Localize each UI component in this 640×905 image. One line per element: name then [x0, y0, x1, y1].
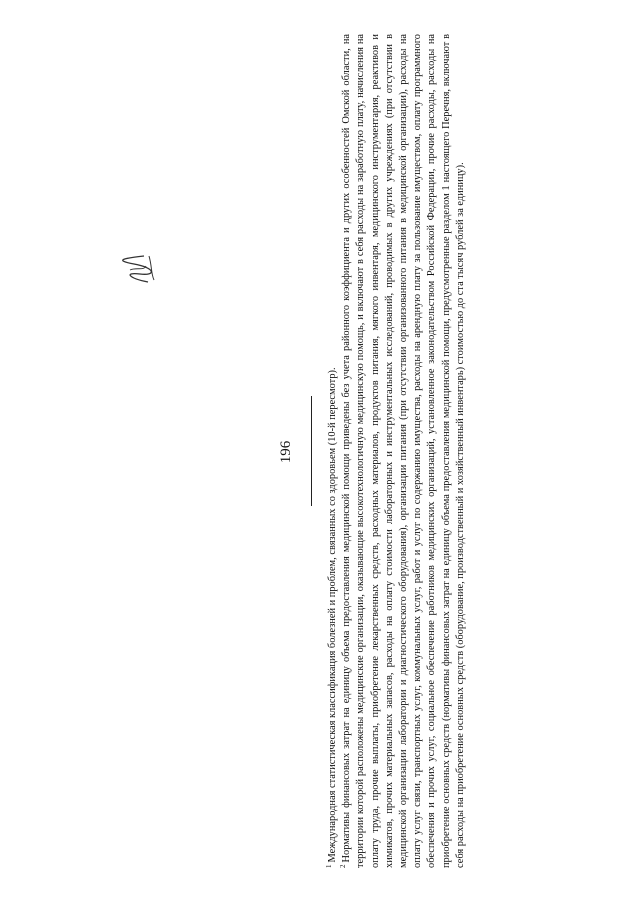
- footnote-1-text: Международная статистическая классификация болезней и проблем, связанных со здоровьем (10-й пересмотр).: [327, 367, 338, 863]
- footnote-1-mark: 1: [324, 864, 333, 868]
- footnote-2: [340, 34, 468, 868]
- handwritten-signature-icon: [118, 252, 162, 286]
- rotated-document-page: [100, 22, 540, 882]
- page-number: 196: [278, 440, 294, 464]
- footnotes-block: [326, 34, 468, 868]
- footnote-divider: [311, 396, 312, 506]
- footnote-2-mark: 2: [338, 864, 347, 868]
- footnote-2-text: Нормативы финансовых затрат на единицу объема предоставления медицинской помощи приведены без учета районного коэффициента и других особенностей Омской области, на территории которой расположены медицинские организации, оказывающие высокотехнологичную медицинскую помощь, и включают в себя расходы на заработную плату, начисления на оплату труда, прочие выплаты, приобретение лекарственных средств, расходных материалов, продуктов питания, мягкого инвентаря, медицинского инструментария, реактивов и химикатов, прочих материальных запасов, расходы на оплату стоимости лабораторных и инструментальных исследований, проводимых в других учреждениях (при отсутствии в медицинской организации лаборатории и диагностического оборудования), организации питания (при отсутствии организованного питания в медицинской организации), расходы на оплату услуг связи, транспортных услуг, коммунальных услуг, работ и услуг по содержанию имущества, расходы на арендную плату за пользование имуществом, оплату программного обеспечения и прочих услуг, социальное обеспечение работников медицинских организаций, установленное законодательством Российской Федерации, прочие расходы, расходы на приобретение основных средств (нормативы финансовых затрат на единицу объема предоставления медицинской помощи, предусмотренные разделом 1 настоящего Перечня, включают в себя расходы на приобретение основных средств (оборудование, производственный и хозяйственный инвентарь) стоимостью до ста тысяч рублей за единицу).: [341, 34, 466, 868]
- footnote-1: [326, 34, 340, 868]
